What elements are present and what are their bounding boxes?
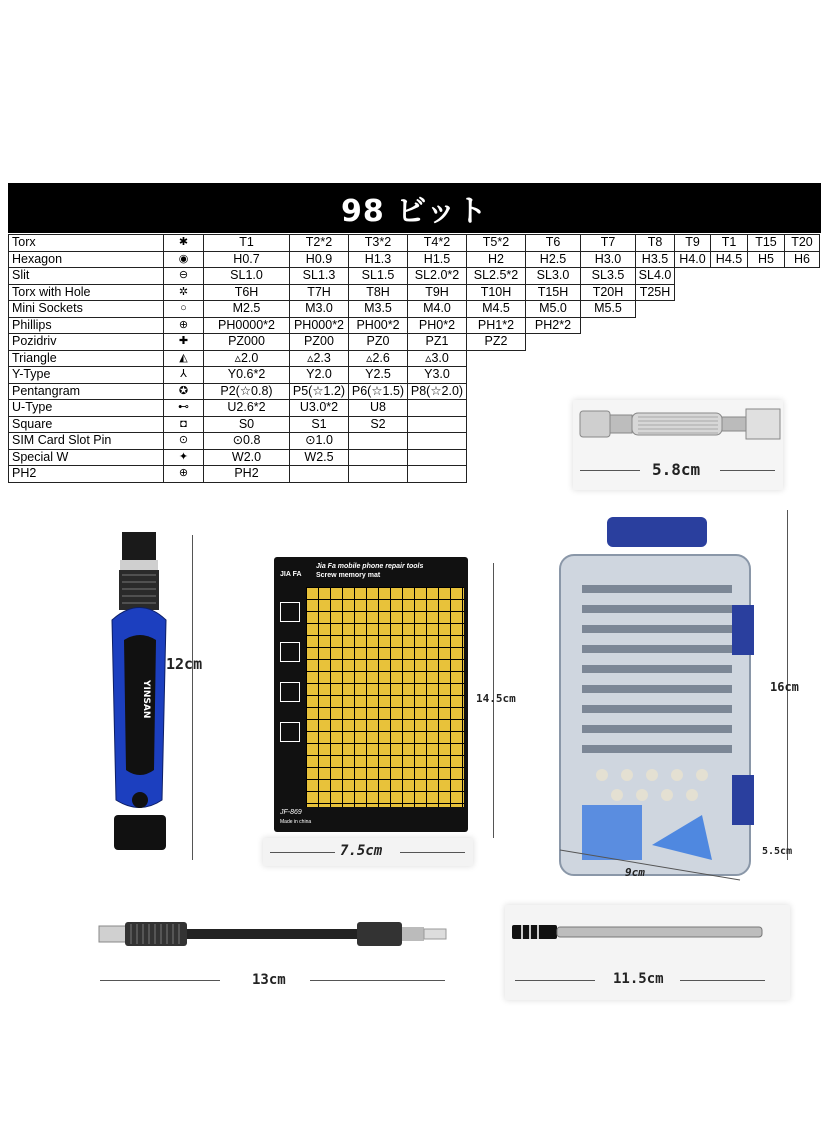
bit-size-cell: [349, 449, 408, 466]
storage-case-image: [552, 515, 762, 885]
bit-size-cell: M5.5: [581, 301, 636, 318]
mat-logo: JIA FA: [280, 571, 302, 578]
table-row: [9, 268, 820, 285]
bit-size-cell: [349, 466, 408, 483]
empty-cell: [636, 350, 675, 367]
bit-type-name: Torx: [9, 235, 164, 252]
mat-width-line-left: [270, 852, 335, 853]
empty-cell: [675, 301, 711, 318]
bit-size-cell: H1.5: [408, 251, 467, 268]
bit-size-cell: SL3.0: [526, 268, 581, 285]
sim-pin-icon: ⊙: [164, 433, 204, 450]
bit-type-name: Mini Sockets: [9, 301, 164, 318]
bit-size-cell: [408, 466, 467, 483]
empty-cell: [785, 317, 820, 334]
bit-size-cell: ▵3.0: [408, 350, 467, 367]
bit-size-cell: P5(☆1.2): [290, 383, 349, 400]
bit-size-cell: SL2.5*2: [467, 268, 526, 285]
bar-line-left: [515, 980, 595, 981]
bit-size-cell: T20: [785, 235, 820, 252]
empty-cell: [711, 367, 748, 384]
empty-cell: [785, 284, 820, 301]
empty-cell: [581, 317, 636, 334]
empty-cell: [636, 334, 675, 351]
empty-cell: [581, 383, 636, 400]
empty-cell: [467, 433, 526, 450]
bit-size-cell: SL1.3: [290, 268, 349, 285]
handle-dim-line: [192, 535, 193, 860]
case-height-dimension: 16cm: [770, 680, 799, 694]
empty-cell: [748, 367, 785, 384]
special-w-icon: ✦: [164, 449, 204, 466]
bit-size-cell: S2: [349, 416, 408, 433]
mat-width-dimension: 7.5cm: [340, 843, 383, 859]
case-depth-dimension: 5.5cm: [762, 846, 793, 857]
socket-adapter-image: [578, 405, 783, 445]
bit-size-cell: PH0*2: [408, 317, 467, 334]
bit-size-cell: SL4.0: [636, 268, 675, 285]
bit-size-cell: ▵2.0: [204, 350, 290, 367]
bit-size-cell: H2: [467, 251, 526, 268]
bit-size-cell: PH000*2: [290, 317, 349, 334]
bit-size-cell: H2.5: [526, 251, 581, 268]
empty-cell: [785, 301, 820, 318]
empty-cell: [636, 317, 675, 334]
bit-size-cell: T6: [526, 235, 581, 252]
torx-hole-icon: ✲: [164, 284, 204, 301]
dim-arrow-right: [720, 470, 775, 471]
empty-cell: [467, 350, 526, 367]
bit-size-cell: H0.7: [204, 251, 290, 268]
bit-size-cell: [290, 466, 349, 483]
empty-cell: [785, 350, 820, 367]
table-row: [9, 251, 820, 268]
empty-cell: [675, 268, 711, 285]
bit-size-cell: U8: [349, 400, 408, 417]
bit-size-cell: PH1*2: [467, 317, 526, 334]
bit-size-cell: H1.3: [349, 251, 408, 268]
mat-slot-column: [280, 602, 300, 782]
empty-cell: [526, 383, 581, 400]
bit-size-cell: T8: [636, 235, 675, 252]
table-row: [9, 235, 820, 252]
empty-cell: [785, 466, 820, 483]
bit-size-cell: T8H: [349, 284, 408, 301]
empty-cell: [675, 284, 711, 301]
bit-type-name: Y-Type: [9, 367, 164, 384]
bit-size-cell: S1: [290, 416, 349, 433]
bit-size-cell: ▵2.6: [349, 350, 408, 367]
bit-type-name: Slit: [9, 268, 164, 285]
bit-type-name: Pentangram: [9, 383, 164, 400]
slit-icon: ⊖: [164, 268, 204, 285]
table-row: [9, 383, 820, 400]
bit-size-cell: M3.5: [349, 301, 408, 318]
empty-cell: [675, 350, 711, 367]
memory-mat: [274, 557, 468, 832]
bit-size-cell: SL3.5: [581, 268, 636, 285]
empty-cell: [711, 350, 748, 367]
bit-size-cell: PZ2: [467, 334, 526, 351]
bit-size-cell: S0: [204, 416, 290, 433]
bit-size-cell: H3.0: [581, 251, 636, 268]
empty-cell: [748, 350, 785, 367]
bit-size-cell: H5: [748, 251, 785, 268]
empty-cell: [748, 268, 785, 285]
mat-made-in: Made in china: [280, 819, 312, 825]
empty-cell: [467, 416, 526, 433]
bit-size-cell: PH2: [204, 466, 290, 483]
ph2-icon: ⊕: [164, 466, 204, 483]
hexagon-icon: ◉: [164, 251, 204, 268]
bit-size-cell: P8(☆2.0): [408, 383, 467, 400]
table-row: [9, 284, 820, 301]
table-row: [9, 334, 820, 351]
bit-size-cell: Y2.0: [290, 367, 349, 384]
bit-size-cell: H0.9: [290, 251, 349, 268]
empty-cell: [785, 449, 820, 466]
bit-size-cell: T1: [711, 235, 748, 252]
empty-cell: [748, 284, 785, 301]
title-text: 98 ビット: [341, 194, 488, 229]
empty-cell: [785, 334, 820, 351]
handle-brand-text: YINSAN: [141, 680, 151, 719]
bit-size-cell: M4.0: [408, 301, 467, 318]
torx-icon: ✱: [164, 235, 204, 252]
bit-type-name: Hexagon: [9, 251, 164, 268]
bit-size-cell: T7: [581, 235, 636, 252]
dim-arrow-left: [580, 470, 640, 471]
empty-cell: [467, 400, 526, 417]
square-icon: ◘: [164, 416, 204, 433]
bit-size-cell: M4.5: [467, 301, 526, 318]
empty-cell: [711, 334, 748, 351]
bit-type-name: Square: [9, 416, 164, 433]
bit-size-cell: T4*2: [408, 235, 467, 252]
empty-cell: [785, 416, 820, 433]
bit-size-cell: T6H: [204, 284, 290, 301]
triangle-icon: ◭: [164, 350, 204, 367]
table-row: [9, 350, 820, 367]
bit-size-cell: M5.0: [526, 301, 581, 318]
empty-cell: [785, 268, 820, 285]
socket-adapter-dimension: 5.8cm: [652, 460, 701, 479]
bit-size-cell: P6(☆1.5): [349, 383, 408, 400]
bit-size-cell: W2.5: [290, 449, 349, 466]
bit-size-cell: T1: [204, 235, 290, 252]
bit-size-cell: T2*2: [290, 235, 349, 252]
empty-cell: [675, 317, 711, 334]
bit-size-cell: SL2.0*2: [408, 268, 467, 285]
bit-size-cell: PZ00: [290, 334, 349, 351]
empty-cell: [636, 301, 675, 318]
empty-cell: [785, 367, 820, 384]
empty-cell: [785, 383, 820, 400]
empty-cell: [581, 367, 636, 384]
empty-cell: [748, 317, 785, 334]
mat-grid: [306, 587, 464, 807]
bar-line-right: [680, 980, 765, 981]
u-type-icon: ⊷: [164, 400, 204, 417]
bit-size-cell: T10H: [467, 284, 526, 301]
empty-cell: [711, 301, 748, 318]
y-type-icon: ⅄: [164, 367, 204, 384]
empty-cell: [467, 383, 526, 400]
rod-line-right: [310, 980, 445, 981]
bit-size-cell: PH2*2: [526, 317, 581, 334]
bit-size-cell: Y2.5: [349, 367, 408, 384]
table-row: [9, 367, 820, 384]
phillips-icon: ⊕: [164, 317, 204, 334]
bit-size-cell: T20H: [581, 284, 636, 301]
socket-icon: ○: [164, 301, 204, 318]
empty-cell: [467, 466, 526, 483]
bit-size-cell: T15H: [526, 284, 581, 301]
empty-cell: [526, 350, 581, 367]
empty-cell: [711, 317, 748, 334]
bit-size-cell: Y0.6*2: [204, 367, 290, 384]
case-width-line: [555, 845, 745, 885]
mat-line1: Jia Fa mobile phone repair tools: [316, 563, 424, 570]
empty-cell: [467, 449, 526, 466]
bit-size-cell: Y3.0: [408, 367, 467, 384]
empty-cell: [785, 400, 820, 417]
empty-cell: [581, 334, 636, 351]
empty-cell: [467, 367, 526, 384]
bit-size-cell: T15: [748, 235, 785, 252]
bit-type-name: Triangle: [9, 350, 164, 367]
bit-size-cell: SL1.5: [349, 268, 408, 285]
extension-rod-dimension: 13cm: [252, 972, 286, 988]
bit-size-cell: T25H: [636, 284, 675, 301]
bit-size-cell: [408, 400, 467, 417]
bit-size-cell: T9: [675, 235, 711, 252]
bit-size-cell: [408, 433, 467, 450]
bit-size-cell: [408, 449, 467, 466]
mat-width-line-right: [400, 852, 465, 853]
bit-size-cell: [408, 416, 467, 433]
bit-size-cell: W2.0: [204, 449, 290, 466]
title-banner: [8, 183, 821, 233]
empty-cell: [711, 284, 748, 301]
bit-type-name: Special W: [9, 449, 164, 466]
empty-cell: [675, 334, 711, 351]
empty-cell: [526, 334, 581, 351]
extension-bar-dimension: 11.5cm: [613, 971, 664, 987]
bit-type-name: SIM Card Slot Pin: [9, 433, 164, 450]
empty-cell: [526, 367, 581, 384]
bit-size-cell: H4.5: [711, 251, 748, 268]
mat-height-dimension: 14.5cm: [476, 692, 516, 705]
empty-cell: [675, 383, 711, 400]
bit-size-cell: T5*2: [467, 235, 526, 252]
empty-cell: [748, 301, 785, 318]
bit-size-cell: [349, 433, 408, 450]
empty-cell: [785, 433, 820, 450]
empty-cell: [748, 334, 785, 351]
bit-size-cell: U2.6*2: [204, 400, 290, 417]
bit-size-cell: M3.0: [290, 301, 349, 318]
mat-line2: Screw memory mat: [316, 572, 381, 579]
table-row: [9, 317, 820, 334]
bit-size-cell: P2(☆0.8): [204, 383, 290, 400]
extension-rod-image: [97, 918, 452, 948]
empty-cell: [748, 383, 785, 400]
bit-type-name: Phillips: [9, 317, 164, 334]
bit-size-cell: ⊙0.8: [204, 433, 290, 450]
empty-cell: [636, 367, 675, 384]
bit-size-cell: H6: [785, 251, 820, 268]
case-width-dimension: 9cm: [625, 866, 645, 879]
bit-size-cell: T7H: [290, 284, 349, 301]
bit-size-cell: SL1.0: [204, 268, 290, 285]
bit-size-cell: PZ000: [204, 334, 290, 351]
pozidriv-icon: ✚: [164, 334, 204, 351]
empty-cell: [636, 383, 675, 400]
handle-dimension: 12cm: [166, 655, 203, 673]
bit-size-cell: U3.0*2: [290, 400, 349, 417]
empty-cell: [711, 383, 748, 400]
empty-cell: [675, 367, 711, 384]
bit-type-name: PH2: [9, 466, 164, 483]
bit-type-name: Torx with Hole: [9, 284, 164, 301]
bit-size-cell: PZ1: [408, 334, 467, 351]
bit-size-cell: PH0000*2: [204, 317, 290, 334]
bit-size-cell: PZ0: [349, 334, 408, 351]
screwdriver-handle-image: [100, 530, 180, 865]
rod-line-left: [100, 980, 220, 981]
table-row: [9, 301, 820, 318]
empty-cell: [581, 350, 636, 367]
empty-cell: [711, 268, 748, 285]
bit-type-name: Pozidriv: [9, 334, 164, 351]
bit-size-cell: PH00*2: [349, 317, 408, 334]
mat-model: JF-869: [280, 809, 302, 816]
bit-size-cell: H4.0: [675, 251, 711, 268]
bit-size-cell: T3*2: [349, 235, 408, 252]
bit-size-cell: H3.5: [636, 251, 675, 268]
bit-size-cell: ▵2.3: [290, 350, 349, 367]
bit-size-cell: ⊙1.0: [290, 433, 349, 450]
bit-size-cell: M2.5: [204, 301, 290, 318]
extension-bar-image: [510, 922, 765, 942]
pentangram-icon: ✪: [164, 383, 204, 400]
bit-size-cell: T9H: [408, 284, 467, 301]
bit-type-name: U-Type: [9, 400, 164, 417]
